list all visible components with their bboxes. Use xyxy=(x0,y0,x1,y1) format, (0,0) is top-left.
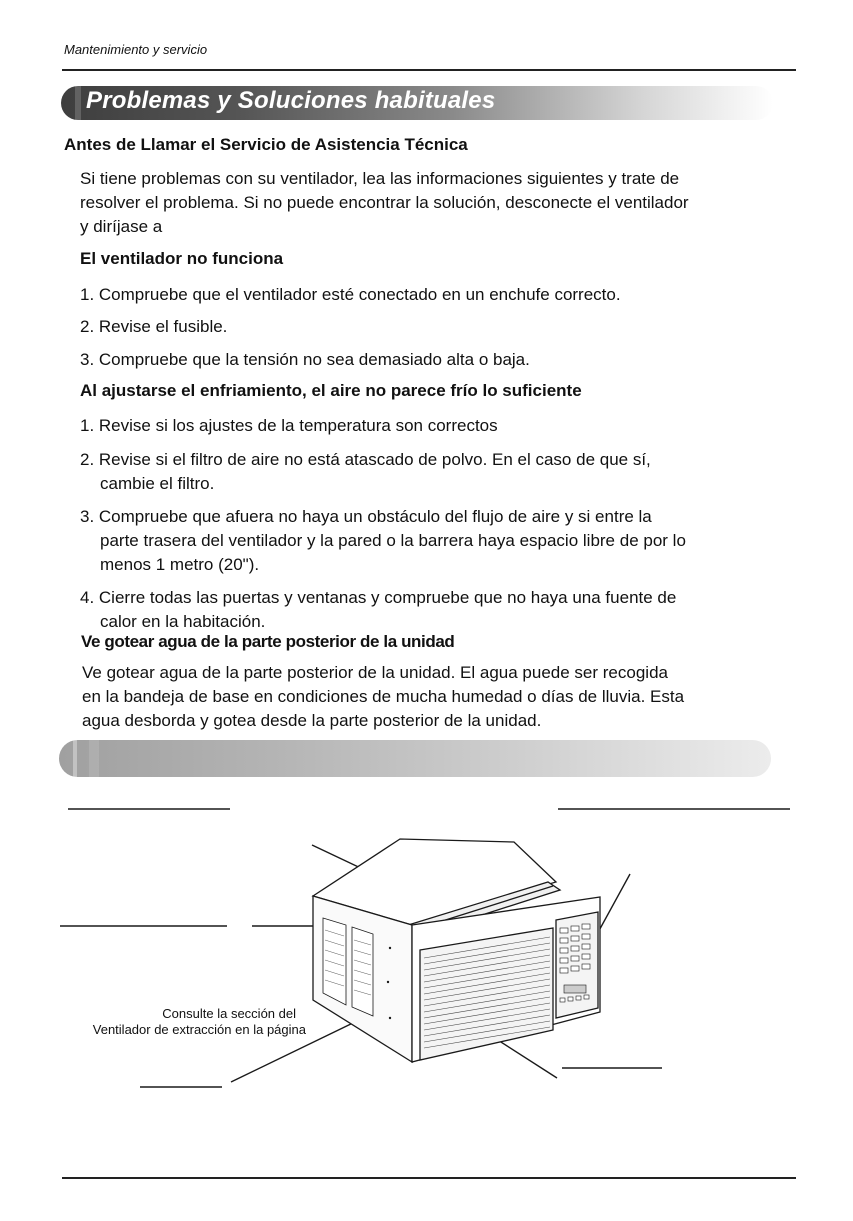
intro-heading: Antes de Llamar el Servicio de Asistencia Técnica xyxy=(64,135,468,154)
paragraph-line: Ve gotear agua de la parte posterior de la unidad. El agua puede ser recogida xyxy=(82,663,668,682)
list-item-continuation: parte trasera del ventilador y la pared o la barrera haya espacio libre de por lo xyxy=(100,531,686,550)
list-item-text: 1. Revise si los ajustes de la temperatura son correctos xyxy=(80,416,498,435)
bottom-rule xyxy=(62,1177,796,1179)
intro-line: y diríjase a xyxy=(80,217,163,236)
list-item-continuation: calor en la habitación. xyxy=(100,612,266,631)
intro-line: resolver el problema. Si no puede encontrar la solución, desconecte el ventilador xyxy=(80,193,689,212)
list-item-text: 3. Compruebe que afuera no haya un obstáculo del flujo de aire y si entre la xyxy=(80,507,652,526)
callout-text: Ventilador de extracción en la xyxy=(92,1022,264,1037)
exhaust-callout-text xyxy=(30,1021,306,1038)
list-item-text: 2. Revise el fusible. xyxy=(80,317,228,336)
exhaust-callout-text xyxy=(20,1005,296,1022)
section-title-water-drip: Ve gotear agua de la parte posterior de la unidad xyxy=(81,632,455,651)
list-item-text: 3. Compruebe que la tensión no sea demasiado alta o baja. xyxy=(80,350,530,369)
list-item-continuation: menos 1 metro (20"). xyxy=(100,555,260,574)
callout-line: Consulte la sección del xyxy=(162,1006,296,1021)
list-item-text: 4. Cierre todas las puertas y ventanas y compruebe que no haya una fuente de xyxy=(80,588,677,607)
display-window xyxy=(564,985,586,993)
section-title-not-cold: Al ajustarse el enfriamiento, el aire no parece frío lo suficiente xyxy=(80,381,582,400)
callout-page-word: página xyxy=(266,1022,306,1037)
page-title: Problemas y Soluciones habituales xyxy=(86,87,496,114)
list-item-continuation: cambie el filtro. xyxy=(100,474,215,493)
list-item-text: 2. Revise si el filtro de aire no está atascado de polvo. En el caso de que sí, xyxy=(80,450,651,469)
list-item-text: 1. Compruebe que el ventilador esté conectado en un enchufe correcto. xyxy=(80,285,621,304)
paragraph-line: agua desborda y gotea desde la parte posterior de la unidad. xyxy=(82,711,542,730)
intro-line: Si tiene problemas con su ventilador, lea las informaciones siguientes y trate de xyxy=(80,169,680,188)
callout-line xyxy=(30,1021,306,1038)
paragraph-line: en la bandeja de base en condiciones de mucha humedad o días de lluvia. Esta xyxy=(82,687,685,706)
running-head: Mantenimiento y servicio xyxy=(64,42,208,57)
section-title-not-working: El ventilador no funciona xyxy=(80,249,284,268)
